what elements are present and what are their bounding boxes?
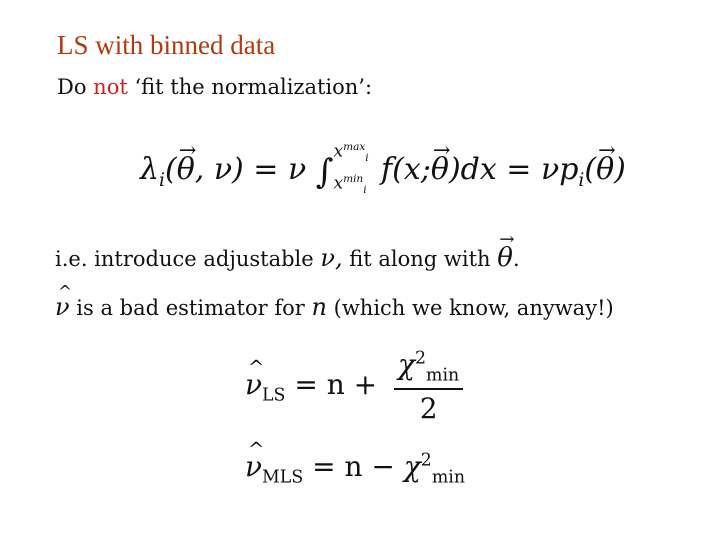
estimator-text2: (which we know, anyway!) — [333, 296, 614, 320]
lhs-args-rest: , ν) = ν — [194, 152, 307, 187]
ie-line — [55, 243, 520, 273]
nu-mls-symbol: ^ ν — [245, 450, 262, 483]
chi-fraction — [394, 348, 463, 425]
intro-emphasis: not — [93, 75, 128, 99]
ie-theta: → θ — [497, 243, 513, 273]
fraction-denominator: 2 — [419, 391, 438, 425]
nu-mls-sub: MLS — [262, 467, 304, 488]
intro-prefix: Do — [57, 75, 87, 99]
theta-vector-3: → θ — [596, 152, 614, 187]
p-sub: i — [578, 170, 585, 191]
lambda-sub: i — [159, 170, 165, 191]
integral-sign: ∫ — [315, 152, 334, 192]
nu-ls-symbol: ^ ν — [245, 368, 262, 401]
equation-nu-mls — [245, 450, 465, 488]
equation-nu-ls — [245, 348, 463, 425]
lambda-symbol: λ — [140, 152, 160, 187]
integral-upper: $x^{max}_i$ — [333, 141, 369, 165]
fraction-numerator: $\chi^2_{min}$ — [394, 348, 463, 390]
integral-limits — [333, 141, 371, 197]
equation-lambda — [140, 141, 626, 197]
nu-ls-sub: LS — [262, 385, 286, 406]
theta-vector: → θ — [177, 152, 195, 187]
intro-suffix: ‘fit the normalization’: — [134, 75, 373, 99]
chi-term: $\chi^2_{min}$ — [403, 450, 466, 488]
nu-hat: ^ ν — [55, 293, 70, 321]
rhs-close: ) — [614, 152, 626, 187]
ie-text1: i.e. introduce adjustable — [55, 247, 314, 271]
ie-text2: fit along with — [349, 247, 491, 271]
rhs-open: ( — [584, 152, 597, 187]
estimator-line — [55, 293, 614, 321]
estimator-text1: is a bad estimator for — [76, 296, 305, 320]
nu-mls-mid: = n − — [312, 450, 395, 483]
ie-nu: ν, — [320, 244, 343, 272]
paren-open: ( — [164, 152, 177, 187]
intro-line — [57, 75, 372, 99]
estimator-n: n — [311, 293, 327, 321]
theta-vector-2: → θ — [431, 152, 449, 187]
integral-lower: $x^{min}_i$ — [333, 173, 367, 197]
integrand-start: f(x; — [381, 152, 431, 187]
nu-ls-mid: = n + — [294, 367, 378, 401]
slide-title: LS with binned data — [57, 30, 276, 60]
integrand-end: )dx = νp — [448, 152, 579, 187]
ie-period: . — [512, 247, 520, 271]
